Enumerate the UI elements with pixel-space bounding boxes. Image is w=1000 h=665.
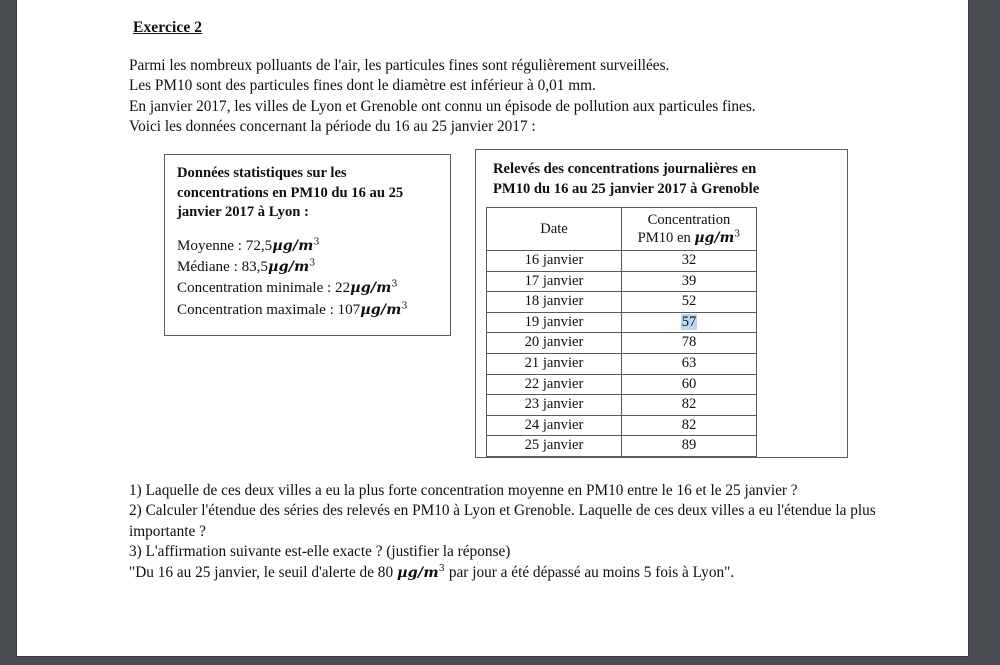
- stat-label: Moyenne :: [177, 238, 242, 254]
- quote-suffix: par jour a été dépassé au moins 5 fois à Lyon".: [448, 563, 735, 581]
- table-row: [487, 395, 757, 416]
- page-title: Exercice 2: [133, 19, 203, 36]
- value-text: 82: [681, 416, 697, 433]
- table-row: [487, 374, 757, 395]
- cell-value: [622, 333, 757, 354]
- intro-line: En janvier 2017, les villes de Lyon et Grenoble ont connu un épisode de pollution aux particules fines.: [129, 97, 756, 115]
- document-page: [17, 0, 968, 656]
- cell-date: 19 janvier: [487, 312, 622, 333]
- cell-value: [622, 251, 757, 272]
- lyon-stat-mean: [177, 236, 445, 257]
- stat-value: 107: [337, 301, 361, 318]
- value-text: 82: [681, 396, 697, 413]
- grenoble-heading-line: PM10 du 16 au 25 janvier 2017 à Grenoble: [493, 180, 760, 197]
- cell-date: 23 janvier: [487, 395, 622, 416]
- table-header-row: [487, 208, 757, 251]
- cell-value: [622, 312, 757, 333]
- table-row: [487, 415, 757, 436]
- lyon-heading-line: Données statistiques sur les: [177, 165, 347, 181]
- unit-microgram-per-cubic-meter: $\mu g/m^3$: [360, 299, 408, 318]
- stat-value: 83,5: [241, 259, 268, 276]
- cell-value: [622, 415, 757, 436]
- unit-microgram-per-cubic-meter: $\mu g/m^3$: [267, 257, 316, 276]
- grenoble-readings-box: [475, 149, 848, 458]
- intro-line: Parmi les nombreux polluants de l'air, les particules fines sont régulièrement surveillées.: [129, 57, 670, 74]
- question-2-line-1: 2) Calculer l'étendue des séries des relevés en PM10 à Lyon et Grenoble. Laquelle de ces deux villes a eu l'étendue la plus: [129, 502, 876, 520]
- lyon-statistics-list: [177, 236, 445, 321]
- intro-line: Les PM10 sont des particules fines dont le diamètre est inférieur à 0,01 mm.: [129, 77, 596, 95]
- page-content: [17, 0, 968, 656]
- header-line-1: Concentration: [647, 211, 731, 228]
- column-header-date: Date: [487, 208, 622, 251]
- cell-date: 18 janvier: [487, 292, 622, 313]
- cell-value: [622, 353, 757, 374]
- stat-label: Médiane :: [177, 259, 238, 276]
- stat-value: 72,5: [245, 238, 273, 254]
- selected-value-text[interactable]: 57: [681, 313, 697, 330]
- unit-microgram-per-cubic-meter: $\mu g/m^3$: [396, 562, 446, 581]
- cell-date: 21 janvier: [487, 353, 622, 374]
- questions-section: [129, 481, 949, 583]
- cell-date: 22 janvier: [487, 374, 622, 395]
- table-row: [487, 312, 757, 333]
- question-3-quote: [129, 563, 949, 583]
- value-text: 89: [681, 437, 697, 454]
- intro-line: Voici les données concernant la période du 16 au 25 janvier 2017 :: [129, 117, 536, 135]
- value-text: 32: [681, 252, 697, 268]
- question-3: 3) L'affirmation suivante est-elle exacte ? (justifier la réponse): [129, 543, 511, 561]
- lyon-stat-maximum: [177, 300, 445, 321]
- cell-value: [622, 271, 757, 292]
- cell-value: [622, 292, 757, 313]
- table-row: [487, 436, 757, 457]
- table-row: [487, 333, 757, 354]
- value-text: 63: [681, 354, 697, 371]
- lyon-statistics-box: [164, 154, 451, 336]
- cell-date: 16 janvier: [487, 251, 622, 272]
- cell-value: [622, 395, 757, 416]
- stat-label: Concentration minimale :: [177, 280, 332, 297]
- value-text: 78: [681, 334, 697, 351]
- question-1: 1) Laquelle de ces deux villes a eu la plus forte concentration moyenne en PM10 entre le 16 et le 25 janvier ?: [129, 482, 798, 499]
- column-header-concentration: [622, 208, 757, 251]
- question-2-line-2: importante ?: [129, 522, 206, 540]
- cell-value: [622, 374, 757, 395]
- cell-date: 20 janvier: [487, 333, 622, 354]
- value-text: 52: [681, 293, 697, 310]
- lyon-heading-line: janvier 2017 à Lyon :: [177, 204, 309, 220]
- table-row: [487, 271, 757, 292]
- cell-date: 25 janvier: [487, 436, 622, 457]
- unit-microgram-per-cubic-meter: $\mu g/m^3$: [694, 229, 741, 246]
- lyon-heading-line: concentrations en PM10 du 16 au 25: [177, 184, 404, 201]
- stat-label: Concentration maximale :: [177, 301, 334, 318]
- grenoble-heading-line: Relevés des concentrations journalières en: [493, 161, 757, 177]
- unit-microgram-per-cubic-meter: $\mu g/m^3$: [272, 236, 320, 254]
- lyon-stat-minimum: [177, 278, 445, 299]
- unit-microgram-per-cubic-meter: $\mu g/m^3$: [350, 278, 398, 297]
- table-row: [487, 353, 757, 374]
- cell-date: 17 janvier: [487, 271, 622, 292]
- cell-value: [622, 436, 757, 457]
- grenoble-box-heading: [493, 160, 833, 199]
- header-line-2: PM10 en: [637, 230, 691, 246]
- intro-paragraph: [129, 56, 929, 137]
- table-row: [487, 292, 757, 313]
- lyon-box-heading: [177, 164, 439, 223]
- value-text: 39: [681, 272, 697, 289]
- table-row: [487, 251, 757, 272]
- quote-prefix: "Du 16 au 25 janvier, le seuil d'alerte de 80: [129, 563, 394, 581]
- value-text: 60: [681, 375, 697, 392]
- cell-date: 24 janvier: [487, 415, 622, 436]
- stat-value: 22: [335, 280, 351, 297]
- lyon-stat-median: [177, 257, 445, 278]
- grenoble-data-table: [486, 207, 757, 457]
